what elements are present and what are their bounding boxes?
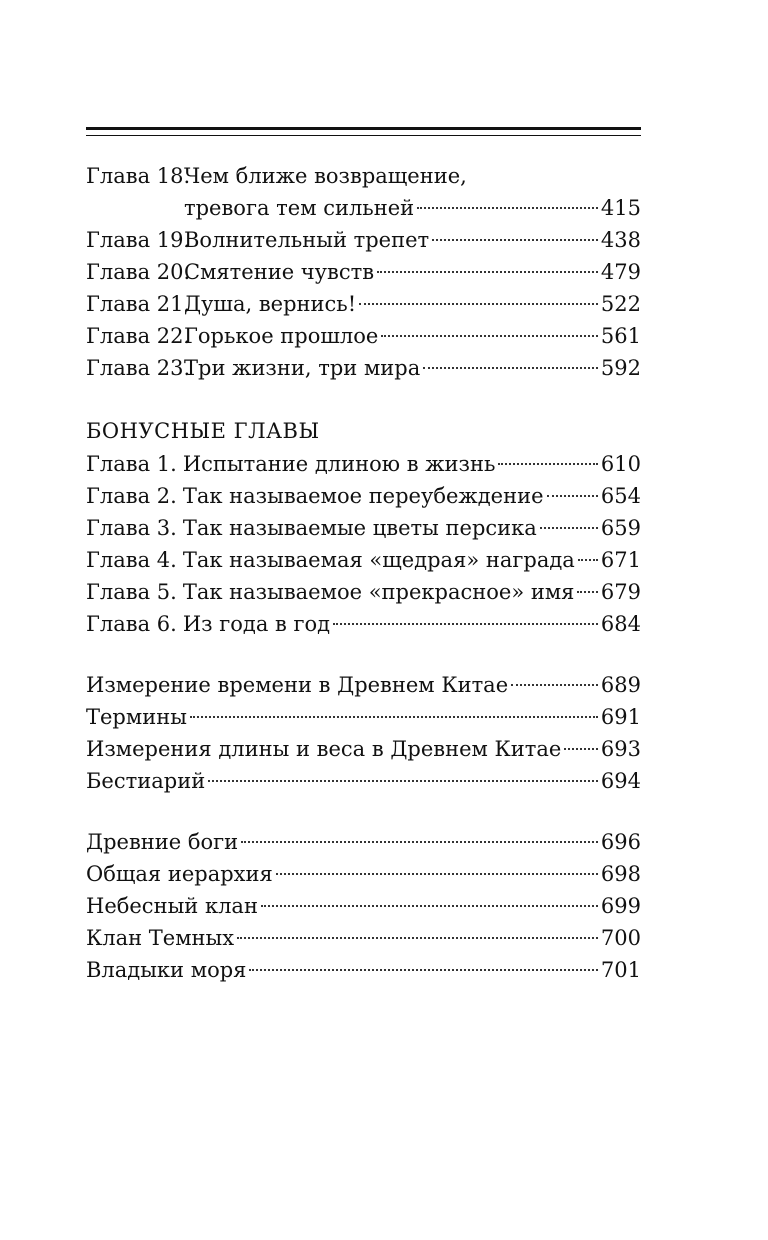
page-number: 479 — [600, 260, 641, 284]
entry-title: Древние боги — [86, 830, 239, 854]
chapter-title: Смятение чувств — [184, 260, 375, 284]
chapter-number: Глава 23. — [86, 356, 191, 380]
table-of-contents — [86, 160, 641, 986]
entry-title: Измерения длины и веса в Древнем Китае — [86, 737, 562, 761]
entry-title: Клан Темных — [86, 926, 235, 950]
dot-leader — [498, 442, 597, 465]
chapter-title: Горькое прошлое — [184, 324, 379, 348]
chapter-number: Глава 6. — [86, 612, 177, 636]
page-number: 701 — [600, 958, 641, 982]
page-number: 561 — [600, 324, 641, 348]
dot-leader — [578, 538, 598, 561]
dot-leader — [564, 727, 598, 750]
dot-leader — [359, 282, 598, 305]
toc-entry[interactable] — [86, 954, 641, 986]
chapter-title: Чем ближе возвращение, — [184, 164, 467, 188]
chapter-number: Глава 2. — [86, 484, 177, 508]
entry-title: Общая иерархия — [86, 862, 273, 886]
dot-leader — [333, 602, 598, 625]
dot-leader — [540, 506, 598, 529]
chapter-number: Глава 4. — [86, 548, 177, 572]
chapter-title: Так называемое «прекрасное» имя — [182, 580, 575, 604]
chapter-title: Так называемые цветы персика — [182, 516, 537, 540]
page-number: 671 — [600, 548, 641, 572]
entry-title: Владыки моря — [86, 958, 247, 982]
chapter-title: Так называемое переубеждение — [182, 484, 544, 508]
dot-leader — [381, 314, 598, 337]
chapter-title: Волнительный трепет — [184, 228, 430, 252]
page-number: 684 — [600, 612, 641, 636]
chapter-number: Глава 3. — [86, 516, 177, 540]
chapter-number: Глава 5. — [86, 580, 177, 604]
toc-entry[interactable] — [86, 608, 641, 640]
page-number: 696 — [600, 830, 641, 854]
entry-title: Измерение времени в Древнем Китае — [86, 673, 509, 697]
page-number: 699 — [600, 894, 641, 918]
chapter-number: Глава 21. — [86, 292, 191, 316]
dot-leader — [241, 820, 598, 843]
page-number: 522 — [600, 292, 641, 316]
page-number: 415 — [600, 196, 641, 220]
chapter-number: Глава 19. — [86, 228, 191, 252]
dot-leader — [377, 250, 598, 273]
page-number: 659 — [600, 516, 641, 540]
toc-entry[interactable] — [86, 544, 641, 576]
dot-leader — [276, 852, 598, 875]
toc-entry[interactable] — [86, 512, 641, 544]
page-number: 438 — [600, 228, 641, 252]
dot-leader — [432, 218, 598, 241]
chapter-title: тревога тем сильней — [184, 196, 415, 220]
dot-leader — [249, 948, 598, 971]
dot-leader — [417, 186, 598, 209]
dot-leader — [511, 663, 598, 686]
page-number: 700 — [600, 926, 641, 950]
entry-title: Термины — [86, 705, 187, 729]
toc-entry[interactable] — [86, 701, 641, 733]
page-number: 694 — [600, 769, 641, 793]
header-rule-thick — [86, 127, 641, 130]
bonus-section-heading: БОНУСНЫЕ ГЛАВЫ — [86, 419, 320, 443]
chapter-title: Душа, вернись! — [184, 292, 357, 316]
dot-leader — [577, 570, 597, 593]
dot-leader — [547, 474, 598, 497]
chapter-number: Глава 22. — [86, 324, 191, 348]
page-number: 610 — [600, 452, 641, 476]
chapter-number: Глава 20. — [86, 260, 191, 284]
chapter-title: Три жизни, три мира — [184, 356, 421, 380]
page-number: 691 — [600, 705, 641, 729]
chapter-title: Так называемая «щедрая» награда — [182, 548, 575, 572]
chapter-title: Испытание длиною в жизнь — [182, 452, 496, 476]
page-number: 689 — [600, 673, 641, 697]
chapter-number: Глава 18. — [86, 164, 191, 188]
dot-leader — [237, 916, 598, 939]
dot-leader — [208, 759, 598, 782]
header-rule-thin — [86, 135, 641, 136]
chapter-title: Из года в год — [182, 612, 331, 636]
page-number: 693 — [600, 737, 641, 761]
toc-entry[interactable] — [86, 765, 641, 797]
section-gap — [86, 384, 641, 414]
dot-leader — [190, 695, 598, 718]
chapter-number: Глава 1. — [86, 452, 177, 476]
page-number: 698 — [600, 862, 641, 886]
page-number: 654 — [600, 484, 641, 508]
toc-entry[interactable] — [86, 352, 641, 384]
dot-leader — [261, 884, 598, 907]
dot-leader — [423, 346, 598, 369]
entry-title: Небесный клан — [86, 894, 258, 918]
page-number: 679 — [600, 580, 641, 604]
page-number: 592 — [600, 356, 641, 380]
entry-title: Бестиарий — [86, 769, 206, 793]
